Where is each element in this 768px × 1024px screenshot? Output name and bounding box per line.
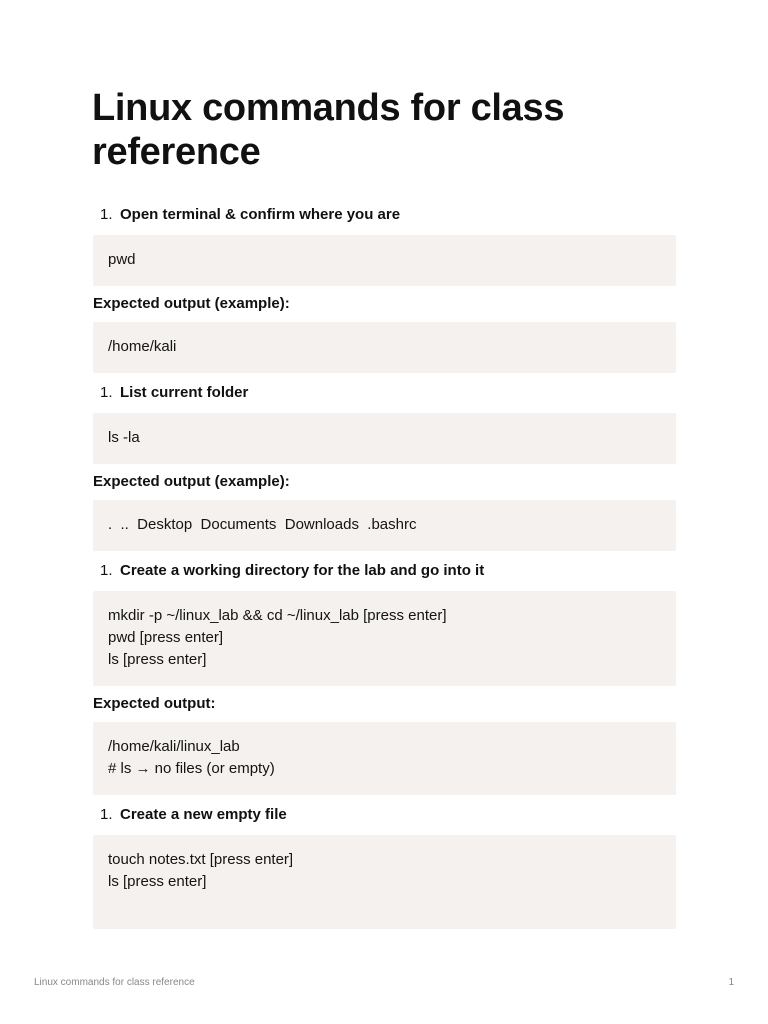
code-line: /home/kali/linux_lab	[108, 738, 240, 755]
expected-output-label: Expected output (example):	[93, 473, 290, 490]
command-block	[93, 235, 676, 286]
step-title: List current folder	[120, 384, 249, 401]
code-line: /home/kali	[108, 338, 177, 355]
output-block	[93, 322, 676, 373]
code-line: pwd [press enter]	[108, 629, 224, 646]
step-number: 1.	[100, 206, 113, 223]
step-heading	[100, 805, 287, 825]
step-number: 1.	[100, 384, 113, 401]
code-line: touch notes.txt [press enter]	[108, 851, 294, 868]
page-title: Linux commands for class reference	[92, 87, 565, 173]
step-heading	[100, 561, 484, 581]
output-block	[93, 722, 676, 795]
code-line: ls -la	[108, 429, 140, 446]
command-block	[93, 835, 676, 929]
code-line: # ls → no files (or empty)	[108, 760, 275, 777]
expected-output-label: Expected output (example):	[93, 295, 290, 312]
code-line: . .. Desktop Documents Downloads .bashrc	[108, 516, 417, 533]
code-line: mkdir -p ~/linux_lab && cd ~/linux_lab [press enter]	[108, 607, 447, 624]
output-block	[93, 500, 676, 551]
expected-output-label: Expected output:	[93, 695, 216, 712]
code-line: ls [press enter]	[108, 873, 207, 890]
step-title: Open terminal & confirm where you are	[120, 206, 401, 223]
command-block	[93, 591, 676, 686]
code-line: pwd	[108, 251, 136, 268]
step-heading	[100, 383, 248, 403]
step-number: 1.	[100, 806, 113, 823]
step-title: Create a new empty file	[120, 806, 287, 823]
footer-title: Linux commands for class reference	[34, 977, 195, 988]
step-title: Create a working directory for the lab and go into it	[120, 562, 485, 579]
code-line: ls [press enter]	[108, 651, 207, 668]
step-heading	[100, 205, 400, 225]
step-number: 1.	[100, 562, 113, 579]
command-block	[93, 413, 676, 464]
page-number: 1	[728, 977, 734, 988]
